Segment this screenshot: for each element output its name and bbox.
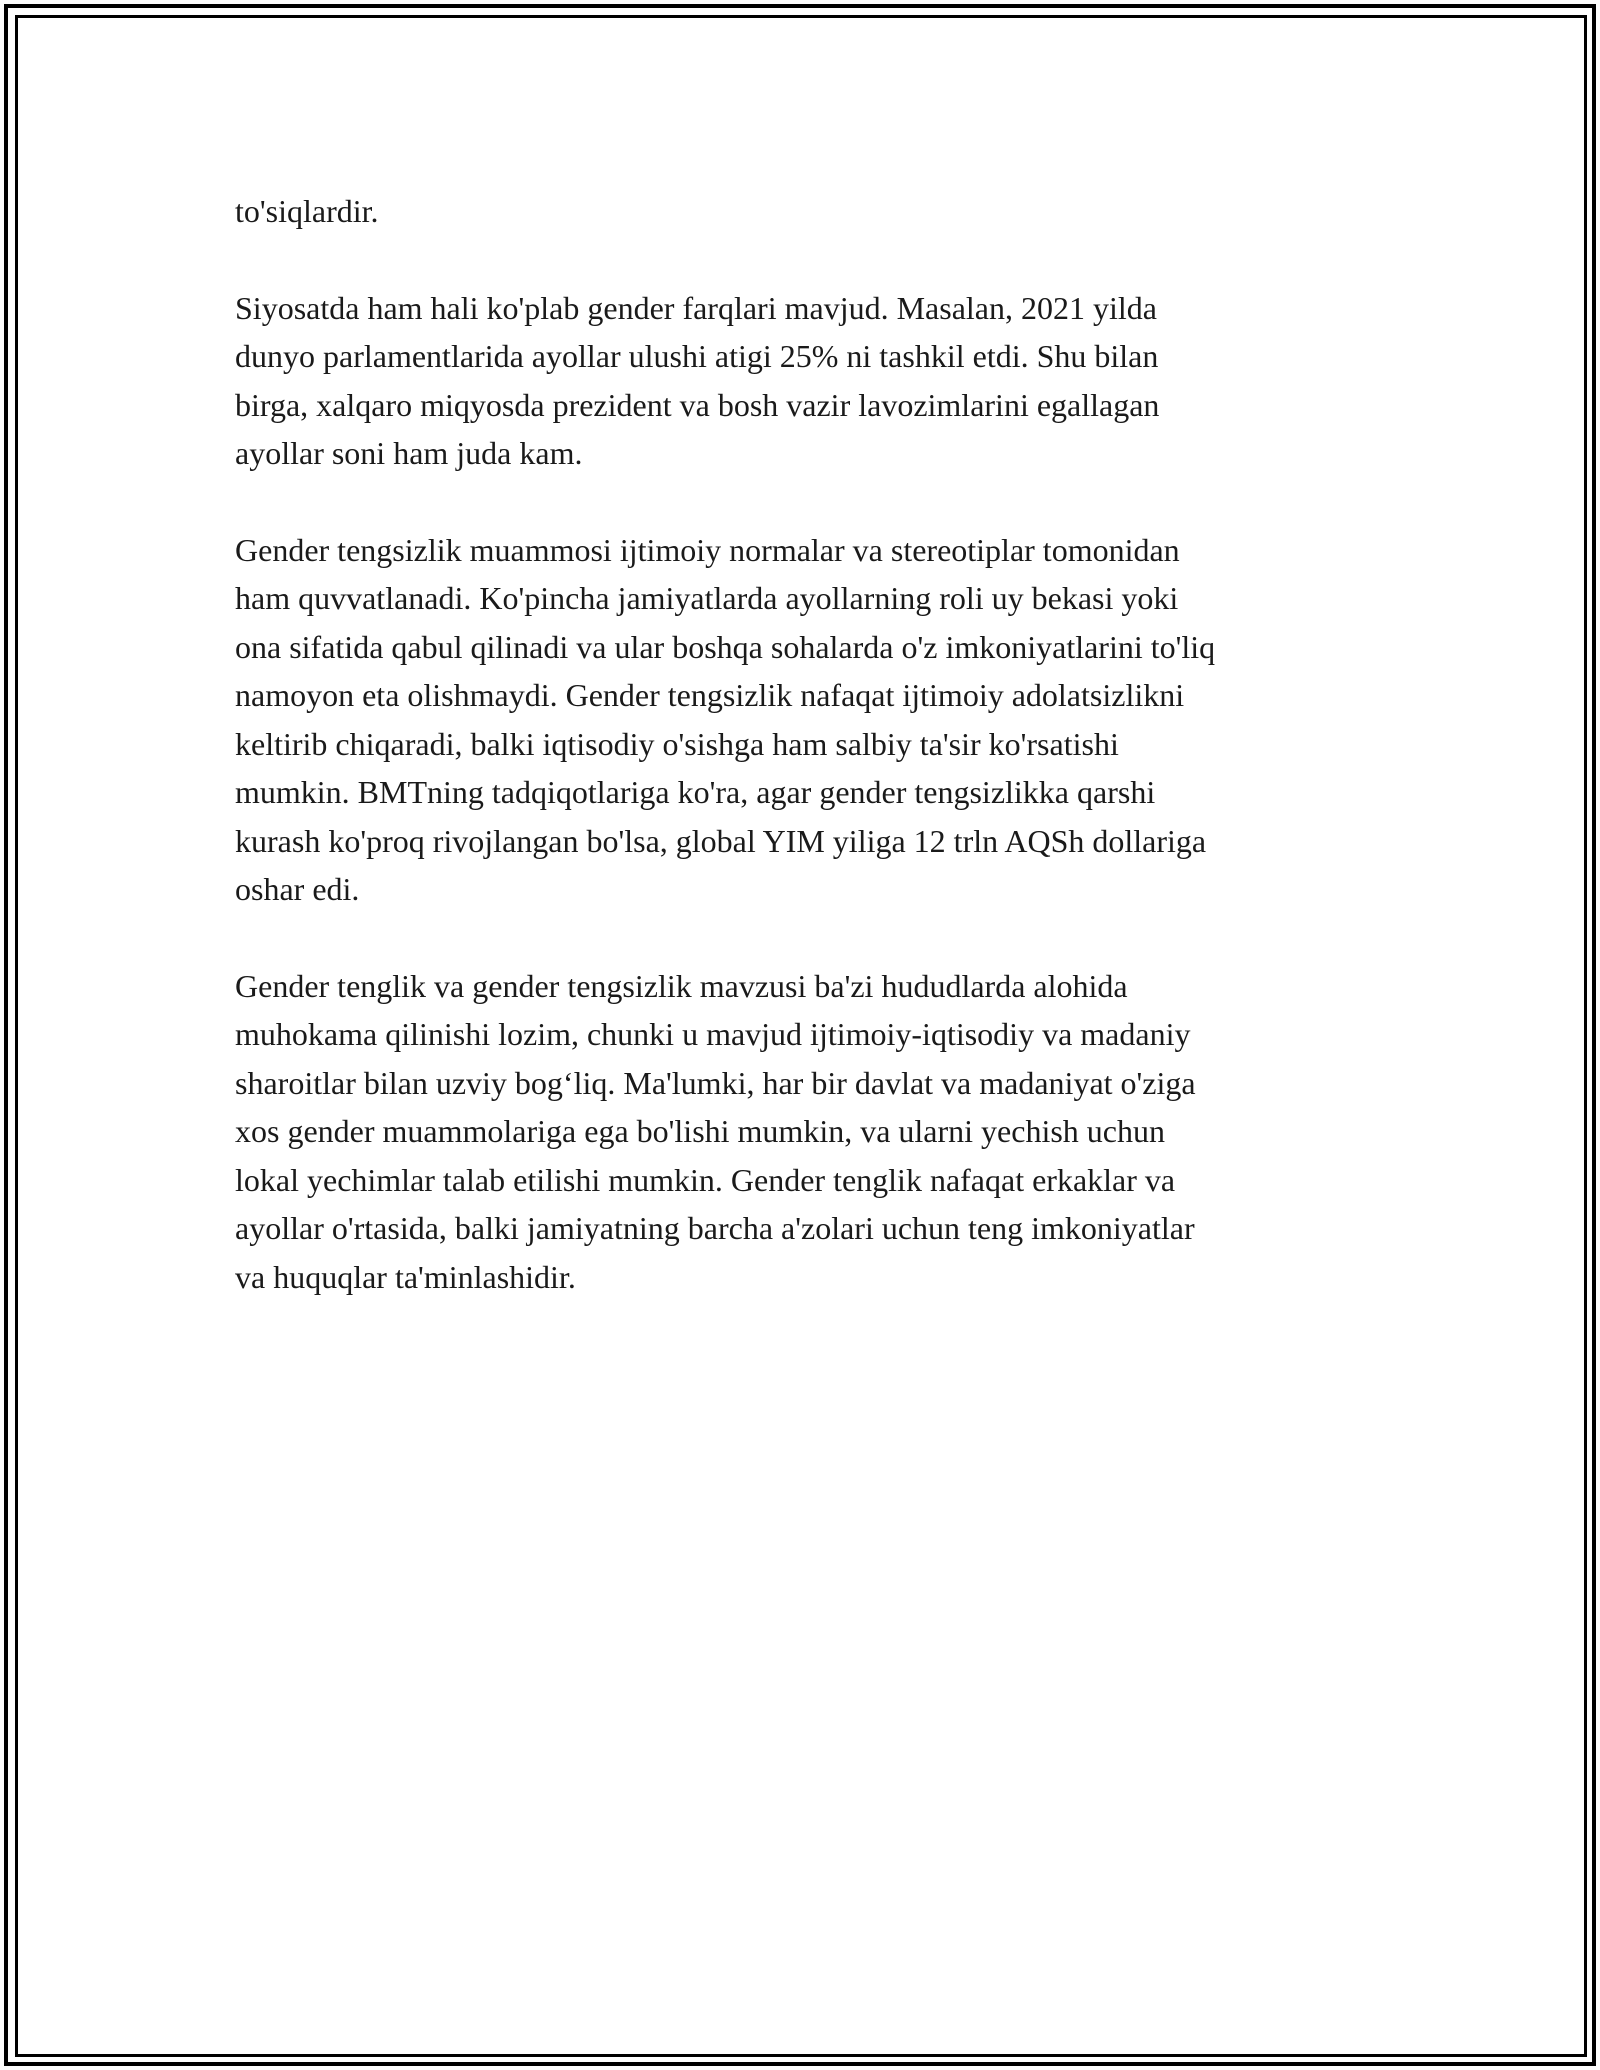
document-body: [235, 187, 1385, 1349]
paragraph-social-norms: Gender tengsizlik muammosi ijtimoiy normalar va stereotiplar tomonidan ham quvvatlanadi. Ko'pincha jamiyatlarda ayollarning roli uy bekasi yoki ona sifatida qabul qilinadi va ular boshqa sohalarda o'z imkoniyatlarini to'liq namoyon eta olishmaydi. Gender tengsizlik nafaqat ijtimoiy adolatsizlikni keltirib chiqaradi, balki iqtisodiy o'sishga ham salbiy ta'sir ko'rsatishi mumkin. BMTning tadqiqotlariga ko'ra, agar gender tengsizlikka qarshi kurash ko'proq rivojlangan bo'lsa, global YIM yiliga 12 trln AQSh dollariga oshar edi.: [235, 531, 1216, 907]
paragraph-continuation: to'siqlardir.: [235, 193, 379, 229]
paragraph-regional: Gender tenglik va gender tengsizlik mavzusi ba'zi hududlarda alohida muhokama qilinishi lozim, chunki u mavjud ijtimoiy-iqtisodiy va madaniy sharoitlar bilan uzviy bog‘liq. Ma'lumki, har bir davlat va madaniyat o'ziga xos gender muammolariga ega bo'lishi mumkin, va ularni yechish uchun lokal yechimlar talab etilishi mumkin. Gender tenglik nafaqat erkaklar va ayollar o'rtasida, balki jamiyatning barcha a'zolari uchun teng imkoniyatlar va huquqlar ta'minlashidir.: [235, 967, 1196, 1295]
paragraph-politics: Siyosatda ham hali ko'plab gender farqlari mavjud. Masalan, 2021 yilda dunyo parlamentlarida ayollar ulushi atigi 25% ni tashkil etdi. Shu bilan birga, xalqaro miqyosda prezident va bosh vazir lavozimlarini egallagan ayollar soni ham juda kam.: [235, 289, 1160, 471]
